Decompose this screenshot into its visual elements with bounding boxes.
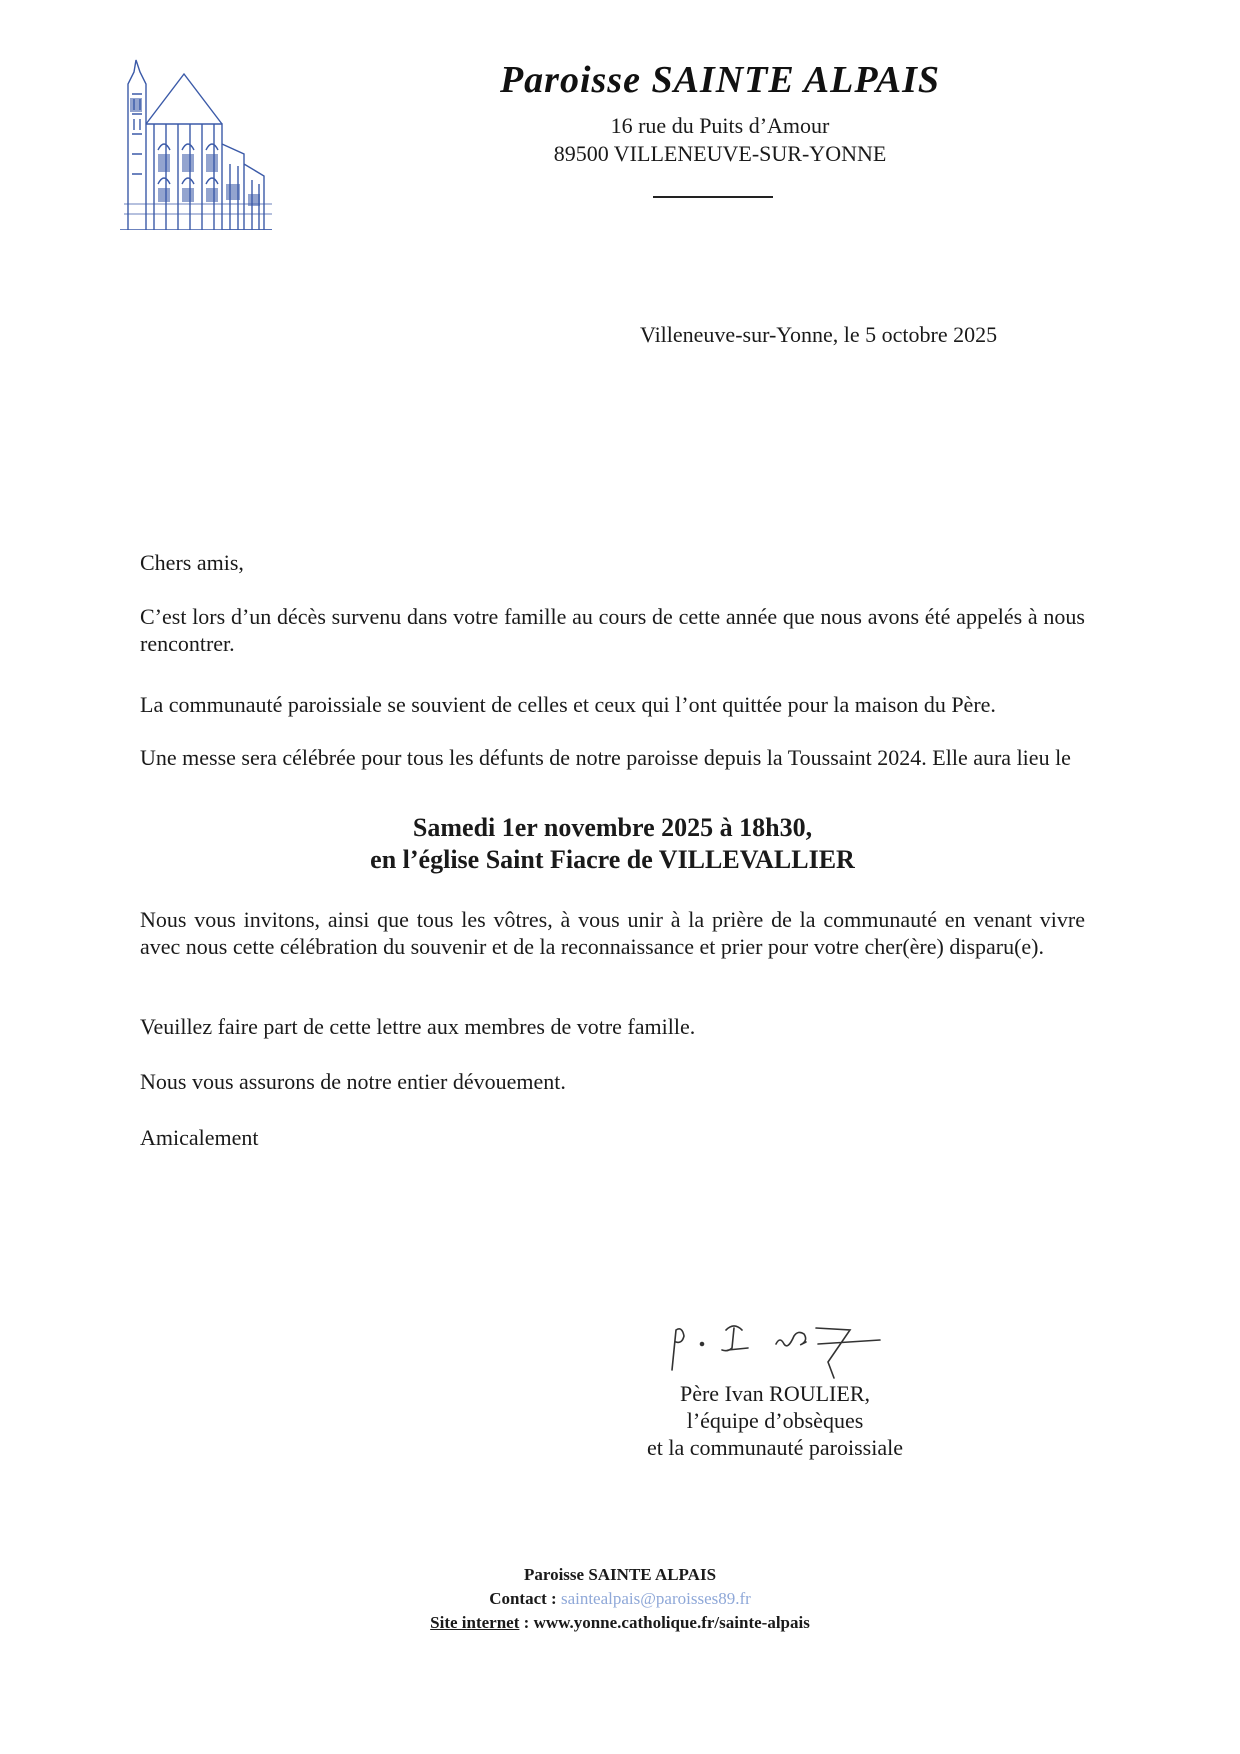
address-city: 89500 VILLENEUVE-SUR-YONNE <box>553 141 887 166</box>
paragraph-5: Veuillez faire part de cette lettre aux membres de votre famille. <box>140 1014 696 1039</box>
site-label: Site internet <box>430 1613 520 1632</box>
paragraph-4: Nous vous invitons, ainsi que tous les vôtres, à vous unir à la prière de la communauté en venant vivre avec nous cette célébration du souvenir et de la reconnaissance et prier pour votre cher(ère) disparu(e). <box>140 907 1085 959</box>
footer-website <box>300 1611 940 1635</box>
paragraph-2: La communauté paroissiale se souvient de celles et ceux qui l’ont quittée pour la maison du Père. <box>140 692 996 717</box>
contact-email-link[interactable]: saintealpais@paroisses89.fr <box>560 1589 751 1608</box>
letter-date: Villeneuve-sur-Yonne, le 5 octobre 2025 <box>640 322 998 347</box>
signature-image <box>668 1300 898 1380</box>
greeting: Chers amis, <box>140 550 244 575</box>
site-url-link[interactable]: www.yonne.catholique.fr/sainte-alpais <box>533 1613 810 1632</box>
signer-team: l’équipe d’obsèques <box>686 1408 864 1433</box>
footer-parish-name: Paroisse SAINTE ALPAIS <box>523 1565 717 1584</box>
footer-contact <box>300 1587 940 1611</box>
parish-title: Paroisse SAINTE ALPAIS <box>499 59 941 101</box>
event-date: Samedi 1er novembre 2025 à 18h30, <box>412 813 813 842</box>
paragraph-6: Nous vous assurons de notre entier dévouement. <box>140 1069 566 1094</box>
event-place: en l’église Saint Fiacre de VILLEVALLIER <box>370 845 855 874</box>
paragraph-1: C’est lors d’un décès survenu dans votre famille au cours de cette année que nous avons été appelés à nous rencontrer. <box>140 604 1085 656</box>
header-divider <box>653 196 773 198</box>
paragraph-3: Une messe sera célébrée pour tous les défunts de notre paroisse depuis la Toussaint 2024. Elle aura lieu le <box>140 745 1071 770</box>
closing: Amicalement <box>140 1125 259 1150</box>
signer-community: et la communauté paroissiale <box>647 1435 903 1460</box>
address-street: 16 rue du Puits d’Amour <box>610 113 830 138</box>
church-icon <box>114 54 276 230</box>
site-separator: : <box>519 1613 534 1632</box>
contact-label: Contact : <box>489 1589 557 1608</box>
signer-name: Père Ivan ROULIER, <box>679 1381 870 1406</box>
